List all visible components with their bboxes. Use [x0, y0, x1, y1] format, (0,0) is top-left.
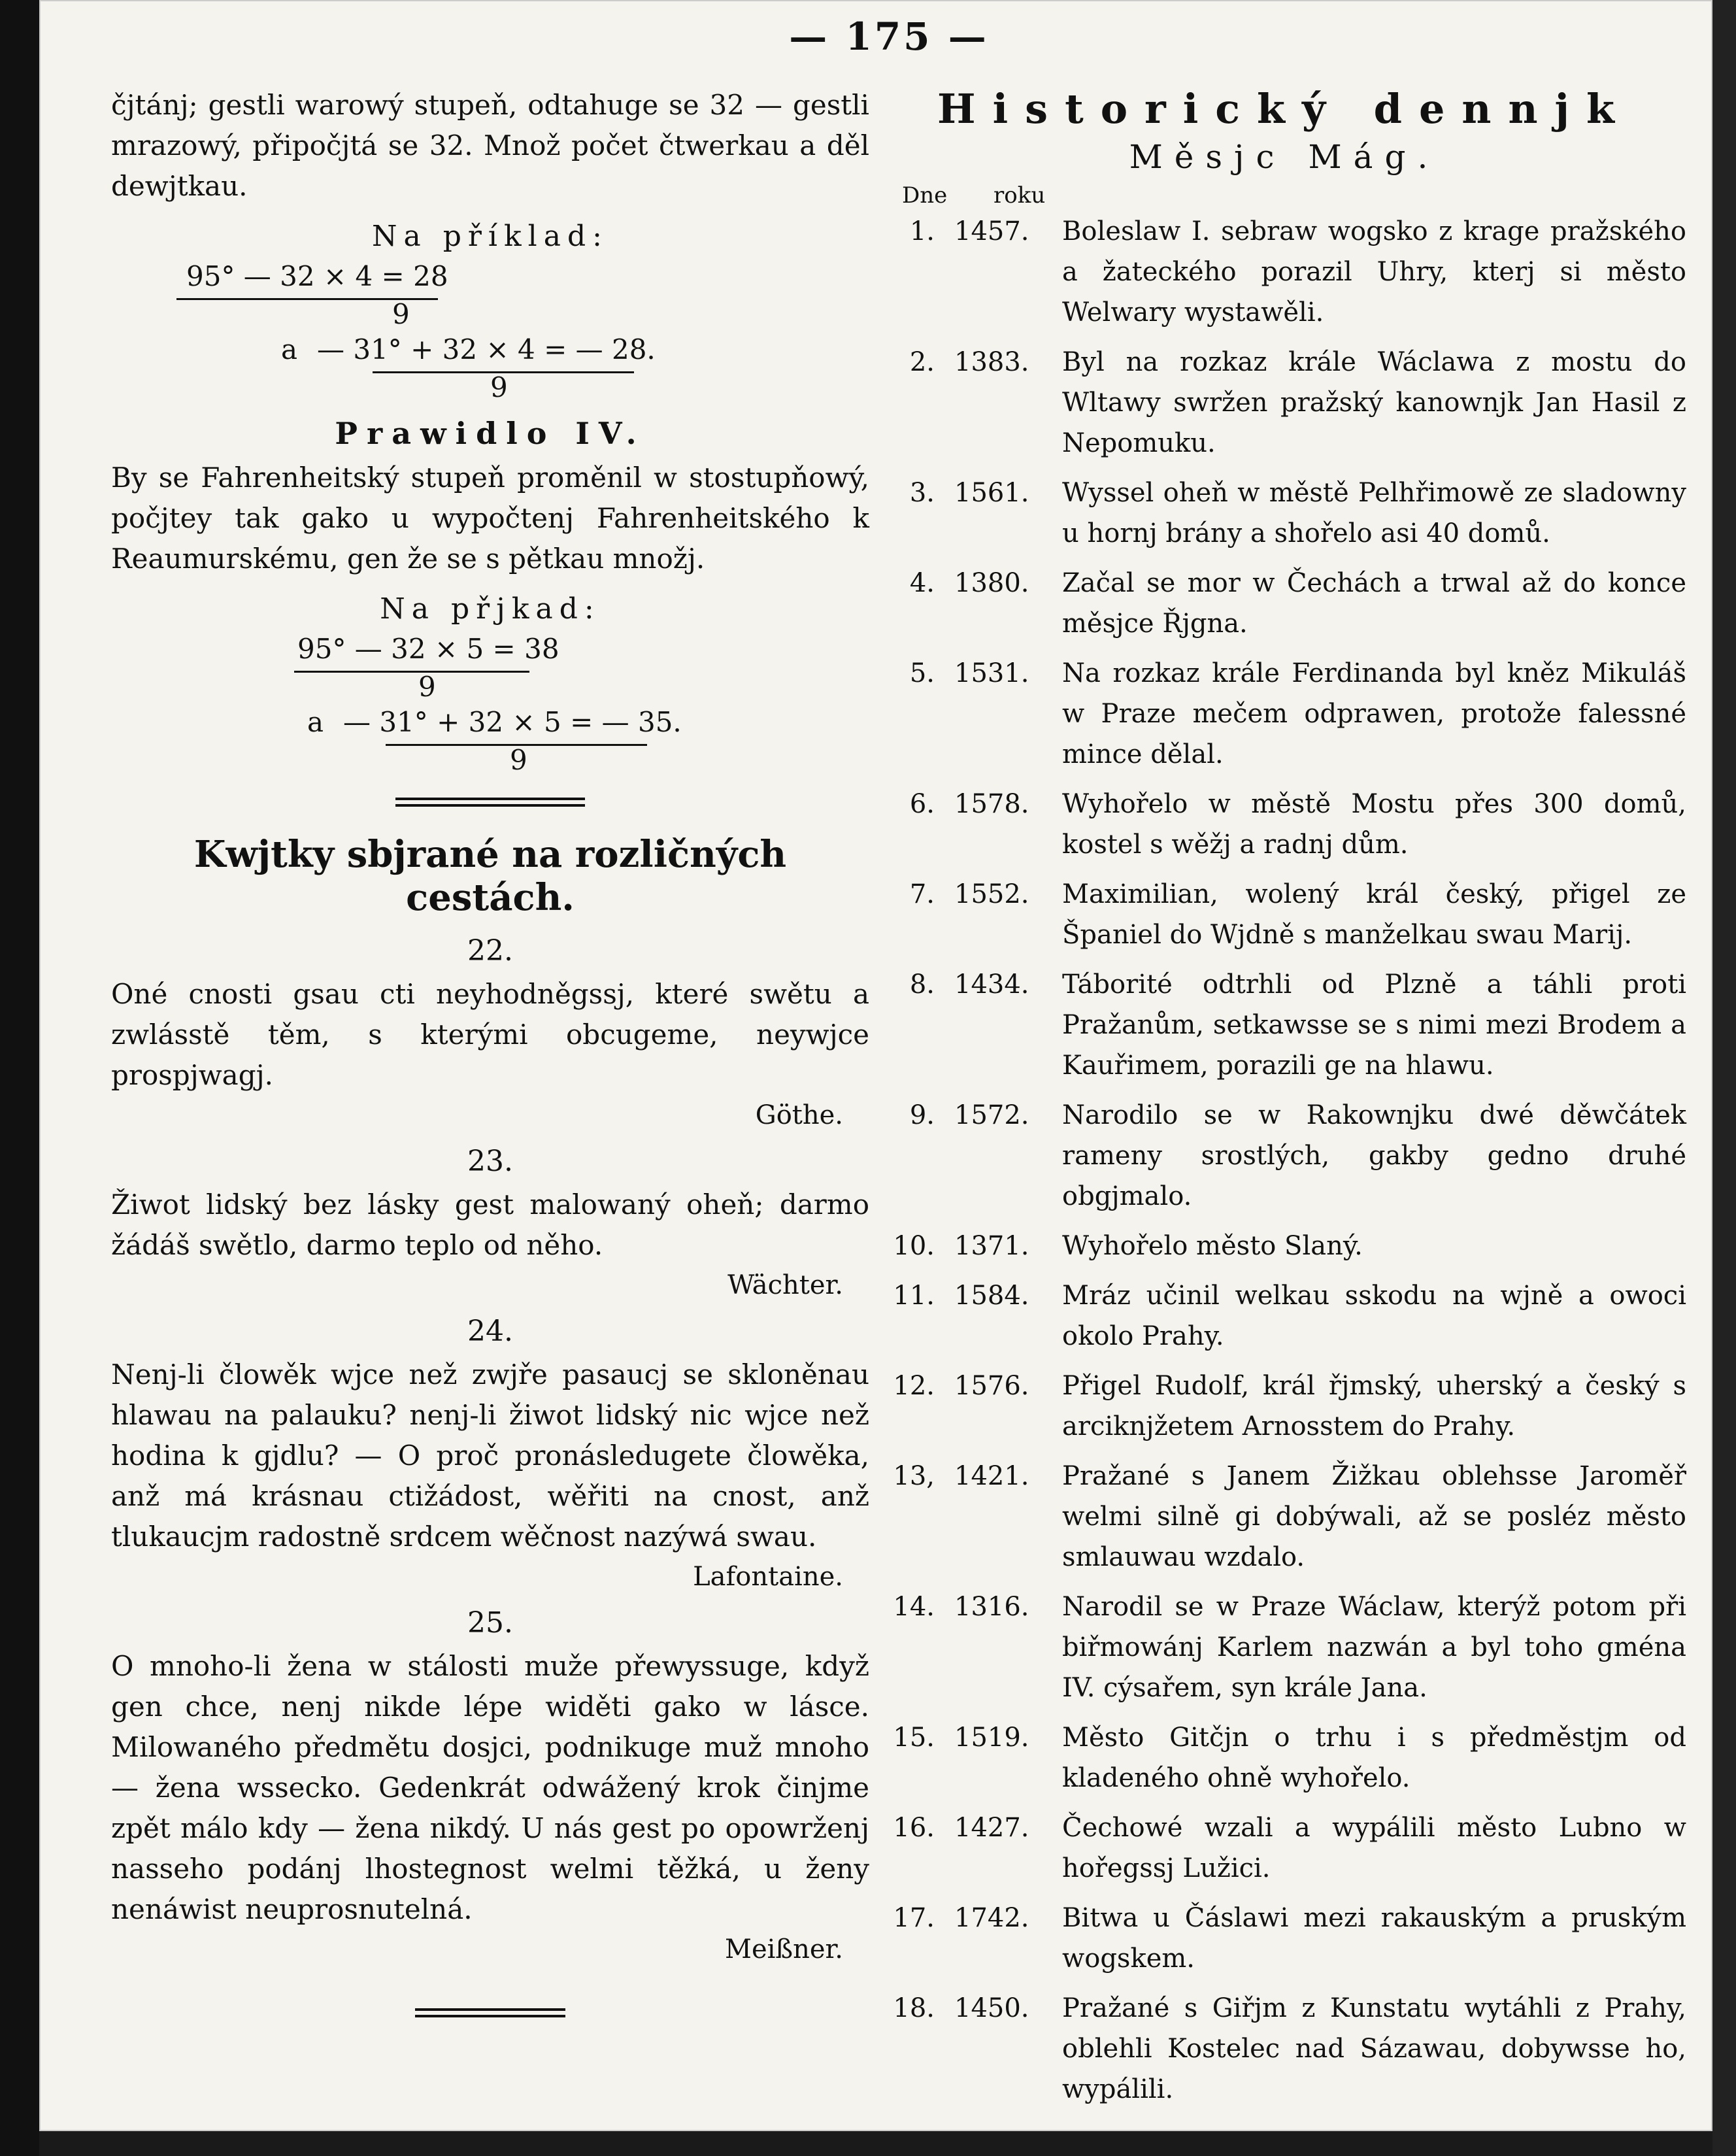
quote-author: Wächter. — [727, 1270, 843, 1300]
entry-year: 1576. — [954, 1371, 1029, 1401]
calendar-entry — [882, 1226, 1686, 1266]
example2-heading: Na přjkad: — [380, 592, 601, 626]
page-edge-left — [0, 0, 39, 2156]
quote-23 — [111, 1141, 869, 1305]
entry-text: Přigel Rudolf, král řjmský, uherský a český s arciknjžetem Arnosstem do Prahy. — [1062, 1371, 1686, 1441]
left-column — [111, 85, 869, 2017]
calendar-entry — [882, 1095, 1686, 1217]
entry-day: 8. — [909, 969, 935, 1000]
entry-year: 1380. — [954, 568, 1029, 598]
calendar-entry — [882, 1587, 1686, 1708]
formula-2a-numerator: 95° — 32 × 5 = 38 — [297, 633, 559, 665]
month-subtitle: Měsjc Mág. — [1129, 138, 1440, 176]
entry-text: Wyssel oheň w městě Pelhřimowě ze sladowny u hornj brány a shořelo asi 40 domů. — [1062, 478, 1686, 548]
double-rule — [395, 798, 585, 807]
calendar-entry — [882, 1275, 1686, 1356]
entry-day: 9. — [909, 1100, 935, 1130]
entry-text: Wyhořelo w městě Mostu přes 300 domů, kostel s wěžj a radnj dům. — [1062, 789, 1686, 860]
entry-year: 1316. — [954, 1592, 1029, 1622]
entry-year: 1584. — [954, 1281, 1029, 1311]
calendar-entry — [882, 1456, 1686, 1577]
formula-1b-numerator: — 31° + 32 × 4 = — 28. — [317, 333, 656, 365]
formula-1b-denominator: 9 — [490, 371, 508, 403]
entry-text: Narodilo se w Rakownjku dwé děwčátek rameny srostlých, gakby gedno druhé obgjmalo. — [1062, 1100, 1686, 1211]
almanac-title: Historický dennjk — [937, 85, 1631, 133]
entry-text: Wyhořelo město Slaný. — [1062, 1231, 1363, 1261]
double-rule-bottom — [415, 2008, 565, 2017]
calendar-entry — [882, 211, 1686, 333]
entry-day: 3. — [909, 478, 935, 508]
calendar-entry — [882, 1898, 1686, 1979]
entry-text: Maximilian, wolený král český, přigel ze Španiel do Wjdně s manželkau swau Marij. — [1062, 879, 1686, 950]
entry-day: 5. — [909, 658, 935, 688]
quote-author: Meißner. — [724, 1934, 843, 1964]
quote-text: Oné cnosti gsau cti neyhodněgssj, které swětu a zwlásstě těm, s kterými obcugeme, neywjce prospjwagj. — [111, 978, 869, 1091]
entry-day: 13, — [893, 1461, 935, 1491]
formula-2b — [111, 706, 869, 776]
entry-year: 1427. — [954, 1813, 1029, 1843]
page-number: — 175 — — [789, 14, 989, 59]
entry-day: 6. — [909, 789, 935, 819]
calendar-entry — [882, 342, 1686, 463]
entry-day: 14. — [893, 1592, 935, 1622]
section-title: Kwjtky sbjrané na rozličných cestách. — [193, 833, 787, 919]
entry-text: Byl na rozkaz krále Wáclawa z mostu do Wltawy swržen pražský kanownjk Jan Hasil z Nepomuku. — [1062, 347, 1686, 458]
intro-paragraph: čjtánj; gestli warowý stupeň, odtahuge se 32 — gestli mrazowý, připočjtá se 32. Množ počet čtwerkau a děl dewjtkau. — [111, 89, 869, 202]
entry-day: 7. — [909, 879, 935, 909]
quote-number: 22. — [467, 934, 513, 968]
rule-paragraph: By se Fahrenheitský stupeň proměnil w stostupňowý, počjtey tak gako u wypočtenj Fahrenheitského k Reaumurskému, gen že se s pětkau množj. — [111, 462, 869, 575]
calendar-entry — [882, 874, 1686, 955]
entry-year: 1578. — [954, 789, 1029, 819]
entry-text: Pražané s Giřjm z Kunstatu wytáhli z Prahy, oblehli Kostelec nad Sázawau, dobywsse ho, wypálili. — [1062, 1993, 1686, 2104]
quote-24 — [111, 1311, 869, 1596]
calendar-entry — [882, 784, 1686, 865]
entry-year: 1519. — [954, 1723, 1029, 1753]
formula-1a — [111, 260, 869, 330]
quote-text: Nenj-li člowěk wjce než zwjře pasaucj se skloněnau hlawau na palauku? nenj-li žiwot lidský nic wjce než hodina k gjdlu? — O proč pronásledugete člowěka, anž má krásnau ctižádost, wěřiti na cnost, anž tlukaucjm radostně srdcem wěčnost nazýwá swau. — [111, 1358, 869, 1553]
formula-2b-prefix: a — [307, 706, 324, 738]
calendar-entry — [882, 563, 1686, 644]
entry-year: 1572. — [954, 1100, 1029, 1130]
calendar-entry — [882, 653, 1686, 775]
calendar-entry — [882, 1717, 1686, 1798]
entry-text: Táborité odtrhli od Plzně a táhli proti Pražanům, setkawsse se s nimi mezi Brodem a Kauřimem, porazili ge na hlawu. — [1062, 969, 1686, 1081]
entry-year: 1552. — [954, 879, 1029, 909]
entry-year: 1383. — [954, 347, 1029, 377]
entry-year: 1531. — [954, 658, 1029, 688]
formula-1b — [111, 333, 869, 403]
rule-title: Prawidlo IV. — [335, 416, 646, 451]
calendar-entry — [882, 1808, 1686, 1889]
year-header: roku — [993, 182, 1046, 209]
book-page — [39, 0, 1712, 2131]
entry-year: 1434. — [954, 969, 1029, 1000]
entry-day: 2. — [909, 347, 935, 377]
column-headers — [882, 182, 1686, 211]
formula-1a-numerator: 95° — 32 × 4 = 28 — [186, 260, 448, 292]
entry-day: 1. — [909, 216, 935, 246]
quote-25 — [111, 1603, 869, 1969]
entry-text: Mráz učinil welkau sskodu na wjně a owoci okolo Prahy. — [1062, 1281, 1686, 1351]
quote-author: Göthe. — [755, 1100, 843, 1130]
entry-day: 18. — [893, 1993, 935, 2023]
formula-2b-denominator: 9 — [510, 744, 527, 776]
calendar-entry — [882, 473, 1686, 554]
quote-author: Lafontaine. — [693, 1562, 843, 1592]
entry-text: Narodil se w Praze Wáclaw, kterýž potom při biřmowánj Karlem nazwán a byl toho gména IV. cýsařem, syn krále Jana. — [1062, 1592, 1686, 1703]
entry-year: 1371. — [954, 1231, 1029, 1261]
formula-2b-numerator: — 31° + 32 × 5 = — 35. — [343, 706, 682, 738]
entry-text: Začal se mor w Čechách a trwal až do konce měsjce Řjgna. — [1062, 568, 1686, 639]
entry-day: 4. — [909, 568, 935, 598]
quote-text: O mnoho-li žena w stálosti muže přewyssuge, když gen chce, nenj nikde lépe widěti gako w lásce. Milowaného předmětu dosjci, podnikuge muž mnoho — žena wssecko. Gedenkrát odwážený krok činjme zpět málo kdy — žena nikdý. U nás gest po opowrženj nasseho podánj lhostegnost welmi těžká, u ženy nenáwist neuprosnutelná. — [111, 1650, 869, 1925]
formula-2a — [111, 633, 869, 703]
example1-heading: Na příklad: — [372, 220, 609, 253]
quote-22 — [111, 931, 869, 1135]
day-header: Dne — [902, 182, 948, 209]
entry-day: 16. — [893, 1813, 935, 1843]
entry-year: 1742. — [954, 1903, 1029, 1933]
entry-day: 15. — [893, 1723, 935, 1753]
fraction-bar — [294, 671, 529, 673]
quote-number: 23. — [467, 1145, 513, 1178]
entry-text: Na rozkaz krále Ferdinanda byl kněz Mikuláš w Praze mečem odprawen, protože falessné mince dělal. — [1062, 658, 1686, 769]
entry-year: 1450. — [954, 1993, 1029, 2023]
quote-text: Žiwot lidský bez lásky gest malowaný oheň; darmo žádáš swětlo, darmo teplo od něho. — [111, 1188, 869, 1261]
formula-1b-prefix: a — [281, 333, 298, 365]
right-column — [882, 85, 1686, 2119]
calendar-entry — [882, 1366, 1686, 1447]
formula-2a-denominator: 9 — [418, 671, 436, 703]
quote-number: 24. — [467, 1315, 513, 1348]
entry-text: Bitwa u Čáslawi mezi rakauským a pruským wogskem. — [1062, 1903, 1686, 1974]
entry-text: Město Gitčjn o trhu i s předměstjm od kladeného ohně wyhořelo. — [1062, 1723, 1686, 1793]
entry-day: 11. — [893, 1281, 935, 1311]
entries-list — [882, 211, 1686, 2110]
entry-year: 1457. — [954, 216, 1029, 246]
entry-year: 1421. — [954, 1461, 1029, 1491]
calendar-entry — [882, 964, 1686, 1086]
entry-year: 1561. — [954, 478, 1029, 508]
calendar-entry — [882, 1988, 1686, 2110]
entry-text: Čechowé wzali a wypálili město Lubno w hořegssj Lužici. — [1062, 1813, 1686, 1883]
entry-day: 12. — [893, 1371, 935, 1401]
formula-1a-denominator: 9 — [392, 298, 410, 330]
page-edge-right — [1712, 0, 1736, 2156]
entry-day: 10. — [893, 1231, 935, 1261]
entry-day: 17. — [893, 1903, 935, 1933]
entry-text: Pražané s Janem Žižkau oblehsse Jaroměř welmi silně gi dobýwali, až se posléz město smlauwau wzdalo. — [1062, 1461, 1686, 1572]
quote-number: 25. — [467, 1606, 513, 1640]
entry-text: Boleslaw I. sebraw wogsko z krage pražského a žateckého porazil Uhry, kterj si město Welwary wystawěli. — [1062, 216, 1686, 328]
